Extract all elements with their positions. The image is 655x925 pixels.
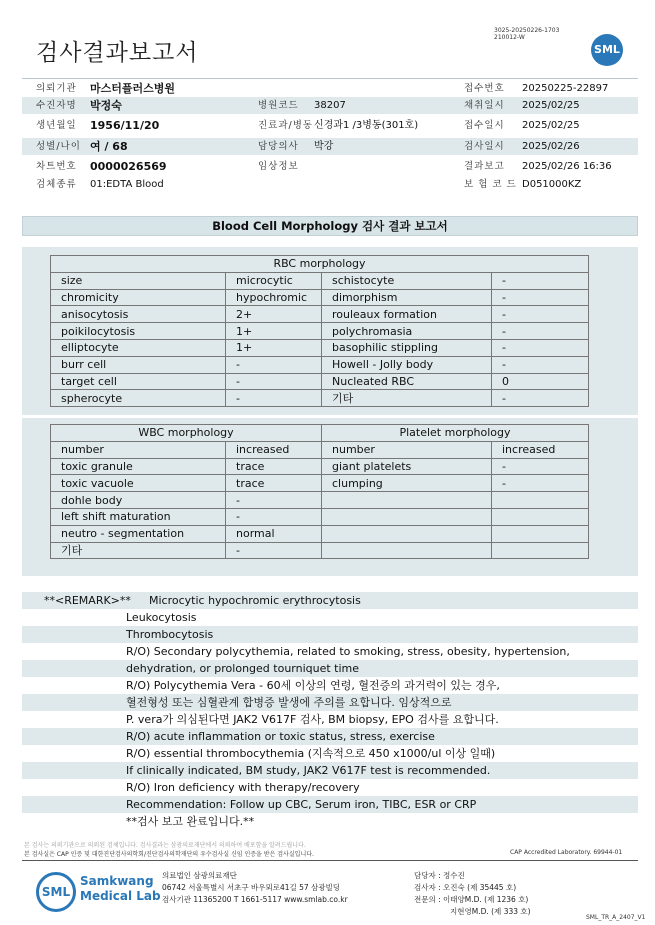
footer-note: 본 검사실은 CAP 인증 및 대한진단검사의학회/진단검사의학재단의 우수검사실 신임 인증을 받은 검사실입니다. bbox=[24, 851, 314, 858]
header-label: 보 험 코 드 bbox=[464, 179, 517, 190]
table-cell: Howell - Jolly body bbox=[322, 356, 492, 373]
remark-line: Thrombocytosis bbox=[126, 628, 214, 641]
table-row bbox=[51, 339, 589, 356]
table-cell: polychromasia bbox=[322, 323, 492, 340]
cap-accreditation: CAP Accredited Laboratory. 69944-01 bbox=[510, 849, 623, 856]
wbc-platelet-table bbox=[50, 424, 589, 559]
report-banner: Blood Cell Morphology 검사 결과 보고서 bbox=[22, 216, 638, 236]
table-cell: - bbox=[492, 475, 589, 492]
remark-line: R/O) Iron deficiency with therapy/recovery bbox=[126, 781, 360, 794]
remark-line: P. vera가 의심된다면 JAK2 V617F 검사, BM biopsy, EPO 검사를 요합니다. bbox=[126, 713, 499, 726]
table-cell: normal bbox=[226, 525, 322, 542]
table-cell: spherocyte bbox=[51, 390, 226, 407]
table-cell: 0 bbox=[492, 373, 589, 390]
remark-line: **검사 보고 완료입니다.** bbox=[126, 815, 255, 828]
table-cell: hypochromic bbox=[226, 289, 322, 306]
lab-staff: 담당자 : 정수진 검사자 : 오진숙 (제 35445 호) 전문의 : 이태양M.D. (제 1236 호) 지현영M.D. (제 333 호) bbox=[414, 871, 531, 916]
header-label: 접수번호 bbox=[464, 83, 505, 94]
header-label: 진료과/병동 bbox=[258, 120, 314, 131]
table-cell: giant platelets bbox=[322, 458, 492, 475]
table-cell bbox=[322, 525, 492, 542]
table-cell: toxic granule bbox=[51, 458, 226, 475]
table-cell: trace bbox=[226, 475, 322, 492]
document-code: 3025-20250226-1703 210012-W bbox=[494, 27, 560, 41]
header-row bbox=[22, 138, 638, 155]
table-cell: - bbox=[492, 323, 589, 340]
table-cell: trace bbox=[226, 458, 322, 475]
table-row bbox=[51, 525, 589, 542]
table-cell: target cell bbox=[51, 373, 226, 390]
remark-line: R/O) essential thrombocythemia (지속적으로 450 x1000/ul 이상 일때) bbox=[126, 747, 496, 760]
header-value: 01:EDTA Blood bbox=[90, 179, 164, 190]
table-cell bbox=[322, 508, 492, 525]
header-value: 2025/02/26 bbox=[522, 141, 580, 152]
table-row bbox=[51, 441, 589, 458]
table-cell: - bbox=[226, 508, 322, 525]
table-cell: - bbox=[492, 356, 589, 373]
table-cell: - bbox=[492, 289, 589, 306]
table-cell: increased bbox=[492, 441, 589, 458]
lab-address: 의료법인 삼광의료재단 06742 서울특별시 서초구 바우뫼로41길 57 삼광빌딩 검사기관 11365200 T 1661-5117 www.smlab.co.kr bbox=[162, 871, 348, 904]
header-row bbox=[22, 117, 638, 134]
table-cell bbox=[322, 492, 492, 509]
table-cell: 1+ bbox=[226, 339, 322, 356]
table-row bbox=[51, 475, 589, 492]
page-title: 검사결과보고서 bbox=[36, 40, 199, 66]
table-row bbox=[51, 356, 589, 373]
table-cell: 2+ bbox=[226, 306, 322, 323]
header-value: 2025/02/25 bbox=[522, 120, 580, 131]
table-cell bbox=[492, 492, 589, 509]
table-cell: poikilocytosis bbox=[51, 323, 226, 340]
table-cell: - bbox=[226, 373, 322, 390]
header-value: D051000KZ bbox=[522, 179, 582, 190]
table-row bbox=[51, 373, 589, 390]
header-label: 병원코드 bbox=[258, 100, 299, 111]
table-cell: basophilic stippling bbox=[322, 339, 492, 356]
header-value: 0000026569 bbox=[90, 160, 167, 173]
table-cell: 기타 bbox=[322, 390, 492, 407]
table-cell: - bbox=[226, 390, 322, 407]
header-row bbox=[22, 158, 638, 175]
remark-line: Microcytic hypochromic erythrocytosis bbox=[149, 594, 361, 607]
table-cell: anisocytosis bbox=[51, 306, 226, 323]
header-label: 접수일시 bbox=[464, 120, 505, 131]
table-row bbox=[51, 306, 589, 323]
table-cell: chromicity bbox=[51, 289, 226, 306]
table-cell: - bbox=[492, 458, 589, 475]
table-cell bbox=[492, 508, 589, 525]
table-row bbox=[51, 458, 589, 475]
table-cell: number bbox=[51, 441, 226, 458]
table-cell: 기타 bbox=[51, 542, 226, 559]
header-value: 38207 bbox=[314, 100, 346, 111]
table-cell bbox=[322, 542, 492, 559]
table-row bbox=[51, 289, 589, 306]
table-cell: left shift maturation bbox=[51, 508, 226, 525]
header-value: 20250225-22897 bbox=[522, 83, 609, 94]
table-cell bbox=[492, 525, 589, 542]
table-cell: burr cell bbox=[51, 356, 226, 373]
table-cell: clumping bbox=[322, 475, 492, 492]
table-cell bbox=[492, 542, 589, 559]
header-label: 검체종류 bbox=[36, 179, 77, 190]
header-label: 검사일시 bbox=[464, 141, 505, 152]
table-cell: microcytic bbox=[226, 272, 322, 289]
divider bbox=[22, 78, 638, 79]
header-label: 의뢰기관 bbox=[36, 83, 77, 94]
row-stripe bbox=[22, 626, 638, 643]
table-cell: - bbox=[492, 272, 589, 289]
table-cell: number bbox=[322, 441, 492, 458]
table-cell: dohle body bbox=[51, 492, 226, 509]
table-cell: - bbox=[492, 390, 589, 407]
remark-line: 혈전형성 또는 심혈관계 합병증 발생에 주의를 요합니다. 임상적으로 bbox=[126, 696, 452, 709]
table-cell: elliptocyte bbox=[51, 339, 226, 356]
form-code: SML_TR_A_2407_V1 bbox=[586, 914, 646, 921]
footer-note: 본 검사는 의뢰기관으로 의뢰된 검체입니다. 검사결과는 삼광의료재단에서 의뢰하여 배포함을 알려드립니다. bbox=[24, 842, 306, 849]
table-cell: - bbox=[226, 492, 322, 509]
remark-line: If clinically indicated, BM study, JAK2 V617F test is recommended. bbox=[126, 764, 491, 777]
table-cell: schistocyte bbox=[322, 272, 492, 289]
wbc-title: WBC morphology bbox=[51, 425, 322, 442]
remark-line: R/O) Secondary polycythemia, related to smoking, stress, obesity, hypertension, bbox=[126, 645, 570, 658]
remark-line: R/O) acute inflammation or toxic status, stress, exercise bbox=[126, 730, 435, 743]
header-row bbox=[22, 176, 638, 193]
platelet-title: Platelet morphology bbox=[322, 425, 589, 442]
header-value: 신경과1 /3병동(301호) bbox=[314, 120, 419, 131]
header-label: 성별/나이 bbox=[36, 141, 81, 152]
table-cell: neutro - segmentation bbox=[51, 525, 226, 542]
table-cell: rouleaux formation bbox=[322, 306, 492, 323]
header-label: 수진자명 bbox=[36, 100, 77, 111]
header-row bbox=[22, 97, 638, 114]
rbc-morphology-table bbox=[50, 255, 589, 407]
table-cell: dimorphism bbox=[322, 289, 492, 306]
table-cell: - bbox=[226, 542, 322, 559]
rbc-title: RBC morphology bbox=[51, 256, 589, 273]
header-label: 임상정보 bbox=[258, 161, 299, 172]
remark-line: Recommendation: Follow up CBC, Serum iron, TIBC, ESR or CRP bbox=[126, 798, 477, 811]
table-row bbox=[51, 323, 589, 340]
header-label: 결과보고 bbox=[464, 161, 505, 172]
table-row bbox=[51, 492, 589, 509]
table-row bbox=[51, 390, 589, 407]
sml-logo: SML bbox=[591, 34, 623, 66]
table-cell: - bbox=[492, 306, 589, 323]
remark-label: **<REMARK>** bbox=[44, 594, 131, 607]
table-cell: - bbox=[492, 339, 589, 356]
table-cell: Nucleated RBC bbox=[322, 373, 492, 390]
table-cell: size bbox=[51, 272, 226, 289]
header-label: 담당의사 bbox=[258, 141, 299, 152]
company-name: Samkwang Medical Lab bbox=[80, 874, 161, 903]
header-row bbox=[22, 80, 638, 97]
table-cell: - bbox=[226, 356, 322, 373]
header-value: 2025/02/26 16:36 bbox=[522, 161, 612, 172]
header-label: 채취일시 bbox=[464, 100, 505, 111]
header-value: 마스터플러스병원 bbox=[90, 82, 176, 95]
table-cell: 1+ bbox=[226, 323, 322, 340]
remark-line: R/O) Polycythemia Vera - 60세 이상의 연령, 혈전증의 과거력이 있는 경우, bbox=[126, 679, 500, 692]
header-label: 생년월일 bbox=[36, 120, 77, 131]
header-value: 여 / 68 bbox=[90, 140, 128, 153]
header-label: 차트번호 bbox=[36, 161, 77, 172]
table-cell: increased bbox=[226, 441, 322, 458]
table-row bbox=[51, 272, 589, 289]
table-row bbox=[51, 508, 589, 525]
header-value: 2025/02/25 bbox=[522, 100, 580, 111]
remark-line: dehydration, or prolonged tourniquet time bbox=[126, 662, 360, 675]
header-value: 박강 bbox=[314, 141, 334, 152]
header-value: 1956/11/20 bbox=[90, 119, 160, 132]
header-value: 박정숙 bbox=[90, 99, 122, 112]
table-row bbox=[51, 542, 589, 559]
sml-footer-logo: SML bbox=[36, 872, 76, 912]
remark-line: Leukocytosis bbox=[126, 611, 197, 624]
table-cell: toxic vacuole bbox=[51, 475, 226, 492]
divider bbox=[22, 860, 638, 861]
